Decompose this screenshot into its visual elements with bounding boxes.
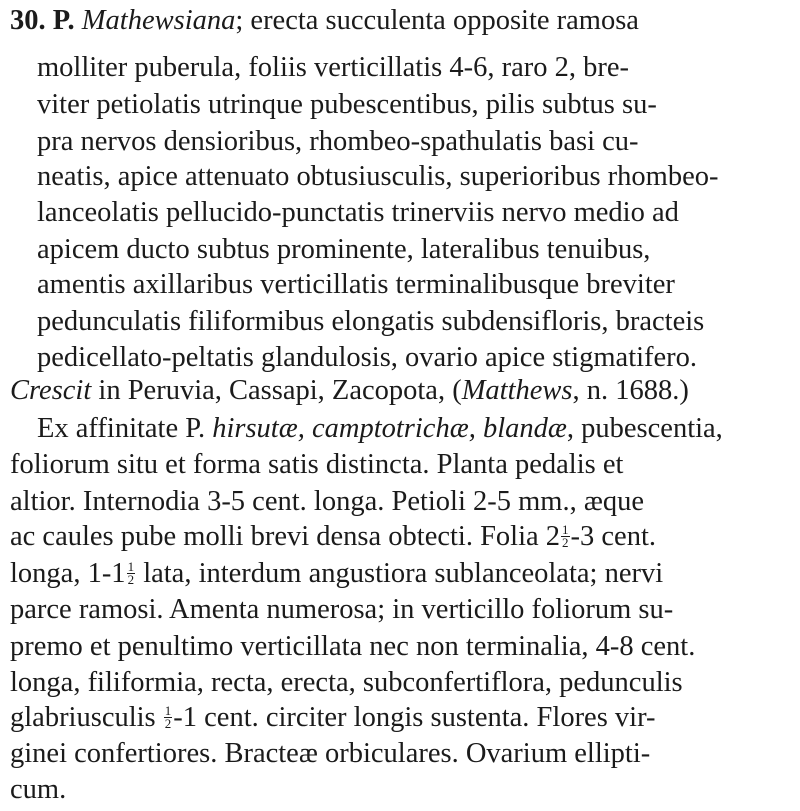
text-segment: neatis, apice attenuato obtusiusculis, superioribus rhombeo-	[37, 161, 719, 192]
text-segment: ac caules pube molli brevi densa obtecti. Folia 2	[10, 521, 561, 552]
text-line	[37, 303, 780, 340]
text-segment: , pubescentia,	[566, 413, 723, 444]
text-segment: foliorum situ et forma satis distincta. Planta pedalis et	[10, 449, 624, 480]
text-segment: longa, filiformia, recta, erecta, subconfertiflora, pedunculis	[10, 667, 683, 698]
text-line	[10, 555, 780, 592]
text-segment: pedunculatis filiformibus elongatis subdensifloris, bracteis	[37, 306, 705, 337]
text-segment: ginei confertiores. Bracteæ orbiculares. Ovarium ellipti-	[10, 738, 651, 769]
text-line	[10, 771, 780, 808]
text-line	[10, 591, 780, 628]
text-line	[37, 86, 780, 123]
italic-text: Mathewsiana	[81, 5, 236, 36]
text-segment: -3 cent.	[570, 521, 657, 552]
text-line	[37, 158, 780, 195]
text-line	[37, 410, 780, 447]
text-segment: -1 cent. circiter longis sustenta. Flores vir-	[173, 702, 656, 733]
fraction: $\frac{1}{2}$	[164, 702, 172, 731]
text-line	[37, 123, 780, 160]
text-segment: viter petiolatis utrinque pubescentibus, pilis subtus su-	[37, 89, 657, 120]
text-line	[37, 339, 780, 376]
text-line	[10, 518, 780, 555]
text-line	[10, 699, 780, 736]
text-line	[10, 372, 780, 409]
text-segment: pedicellato-peltatis glandulosis, ovario apice stigmatifero.	[37, 342, 698, 373]
text-segment: , n. 1688.)	[572, 375, 689, 406]
text-segment: parce ramosi. Amenta numerosa; in verticillo foliorum su-	[10, 594, 674, 625]
italic-text: hirsutæ, camptotrichæ, blandæ	[212, 413, 567, 444]
text-line	[10, 664, 780, 701]
text-segment: apicem ducto subtus prominente, lateralibus tenuibus,	[37, 234, 651, 265]
text-line	[10, 735, 780, 772]
text-segment: premo et penultimo verticillata nec non terminalia, 4-8 cent.	[10, 631, 696, 662]
entry-number: 30. P.	[10, 5, 82, 36]
text-line	[10, 446, 780, 483]
text-segment: molliter puberula, foliis verticillatis 4-6, raro 2, bre-	[37, 52, 629, 83]
text-line	[10, 2, 780, 39]
text-segment: longa, 1-1	[10, 558, 126, 589]
text-segment: altior. Internodia 3-5 cent. longa. Petioli 2-5 mm., æque	[10, 486, 644, 517]
text-segment: in Peruvia, Cassapi, Zacopota, (	[91, 375, 462, 406]
fraction: $\frac{1}{2}$	[562, 521, 569, 550]
text-segment: ; erecta succulenta opposite ramosa	[235, 5, 639, 36]
text-line	[37, 266, 780, 303]
italic-text: Matthews	[461, 375, 573, 406]
text-line	[37, 194, 780, 231]
text-segment: Ex affinitate P.	[37, 413, 213, 444]
text-segment: glabriusculis	[10, 702, 163, 733]
text-line	[37, 49, 780, 86]
text-segment: cum.	[10, 774, 67, 805]
text-segment: lata, interdum angustiora sublanceolata; nervi	[136, 558, 664, 589]
text-segment: lanceolatis pellucido-punctatis trinerviis nervo medio ad	[37, 197, 679, 228]
fraction: $\frac{1}{2}$	[127, 558, 135, 587]
italic-text: Crescit	[10, 375, 92, 406]
text-line	[37, 231, 780, 268]
text-segment: pra nervos densioribus, rhombeo-spathulatis basi cu-	[37, 126, 639, 157]
text-segment: amentis axillaribus verticillatis terminalibusque breviter	[37, 269, 675, 300]
text-line	[10, 483, 780, 520]
text-line	[10, 628, 780, 665]
